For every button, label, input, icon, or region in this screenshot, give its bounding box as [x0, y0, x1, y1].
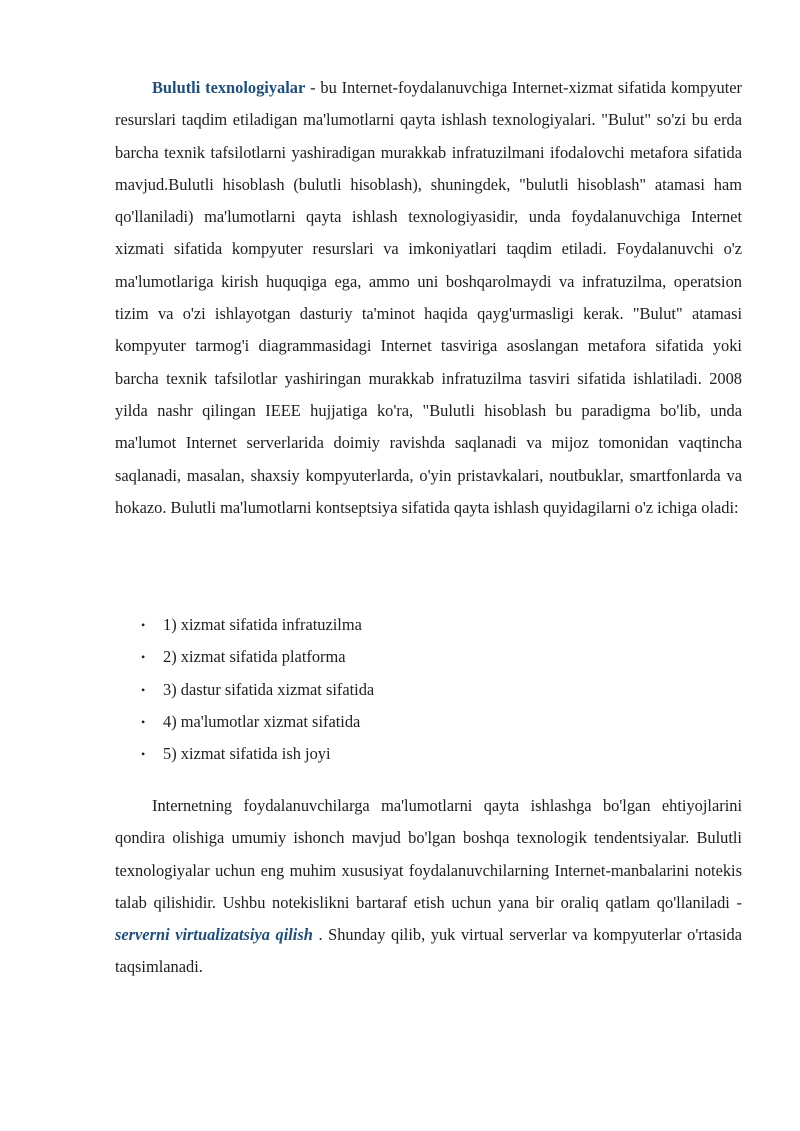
list-item	[115, 706, 742, 738]
virtualization-term-link[interactable]: serverni virtualizatsiya qilish	[115, 925, 313, 945]
bullet-icon: •	[141, 618, 146, 632]
list-item	[115, 609, 742, 641]
list-item	[115, 674, 742, 706]
intro-paragraph	[115, 72, 742, 524]
list-item-text: 2) xizmat sifatida platforma	[163, 647, 346, 667]
list-item	[115, 641, 742, 673]
list-item	[115, 738, 742, 770]
bullet-icon: •	[141, 650, 146, 665]
bullet-icon: •	[141, 682, 146, 697]
list-item-text: 5) xizmat sifatida ish joyi	[163, 744, 331, 764]
intro-text: - bu Internet-foydalanuvchiga Internet-xizmat sifatida kompyuter resurslari taqdim etiladigan ma'lumotlarni qayta ishlash texnologiyalari. "Bulut" so'zi bu erda barcha texnik tafsilotlarni yashiradigan murakkab infratuzilmani ifodalovchi metafora sifatida mavjud.Bulutli hisoblash (bulutli hisoblash), shuningdek, "bulutli hisoblash" atamasi ham qo'llaniladi) ma'lumotlarni qayta ishlash texnologiyasidir, unda foydalanuvchiga Internet xizmati sifatida kompyuter resurslari va imkoniyatlari taqdim etiladi. Foydalanuvchi o'z ma'lumotlariga kirish huquqiga ega, ammo uni boshqarolmaydi va infratuzilma, operatsion tizim va o'zi ishlayotgan dasturiy ta'minot haqida qayg'urmasligi kerak. "Bulut" atamasi kompyuter tarmog'i diagrammasidagi Internet tasviriga asoslangan metafora sifatida yoki barcha texnik tafsilotlar yashiringan murakkab infratuzilma tasviri sifatida ishlatiladi. 2008 yilda nashr qilingan IEEE hujjatiga ko'ra, "Bulutli hisoblash bu paradigma bo'lib, unda ma'lumot Internet serverlarida doimiy ravishda saqlanadi va mijoz tomonidan vaqtincha saqlanadi, masalan, shaxsiy kompyuterlarda, o'yin pristavkalari, noutbuklar, smartfonlarda va hokazo. Bulutli ma'lumotlarni kontseptsiya sifatida qayta ishlash quyidagilarni o'z ichiga oladi:	[115, 78, 742, 517]
bullet-icon: •	[141, 714, 146, 729]
outro-text-after: . Shunday qilib, yuk virtual serverlar va kompyuterlar o'rtasida taqsimlanadi.	[115, 925, 742, 977]
list-item-text: 4) ma'lumotlar xizmat sifatida	[163, 711, 361, 731]
list-item-text: 3) dastur sifatida xizmat sifatida	[163, 679, 375, 699]
bullet-icon: •	[141, 747, 146, 762]
service-model-list	[115, 609, 742, 770]
outro-text-before: Internetning foydalanuvchilarga ma'lumotlarni qayta ishlashga bo'lgan ehtiyojlarini qondira olishiga umumiy ishonch mavjud bo'lgan boshqa texnologik tendentsiyalar. Bulutli texnologiyalar uchun eng muhim xususiyat foydalanuvchilarning Internet-manbalarini notekis talab qilishidir. Ushbu notekislikni bartaraf etish uchun yana bir oraliq qatlam qo'llaniladi -	[115, 796, 742, 912]
outro-paragraph	[115, 790, 742, 984]
list-item-text: 1) xizmat sifatida infratuzilma	[163, 615, 362, 634]
intro-term: Bulutli texnologiyalar	[152, 78, 306, 97]
